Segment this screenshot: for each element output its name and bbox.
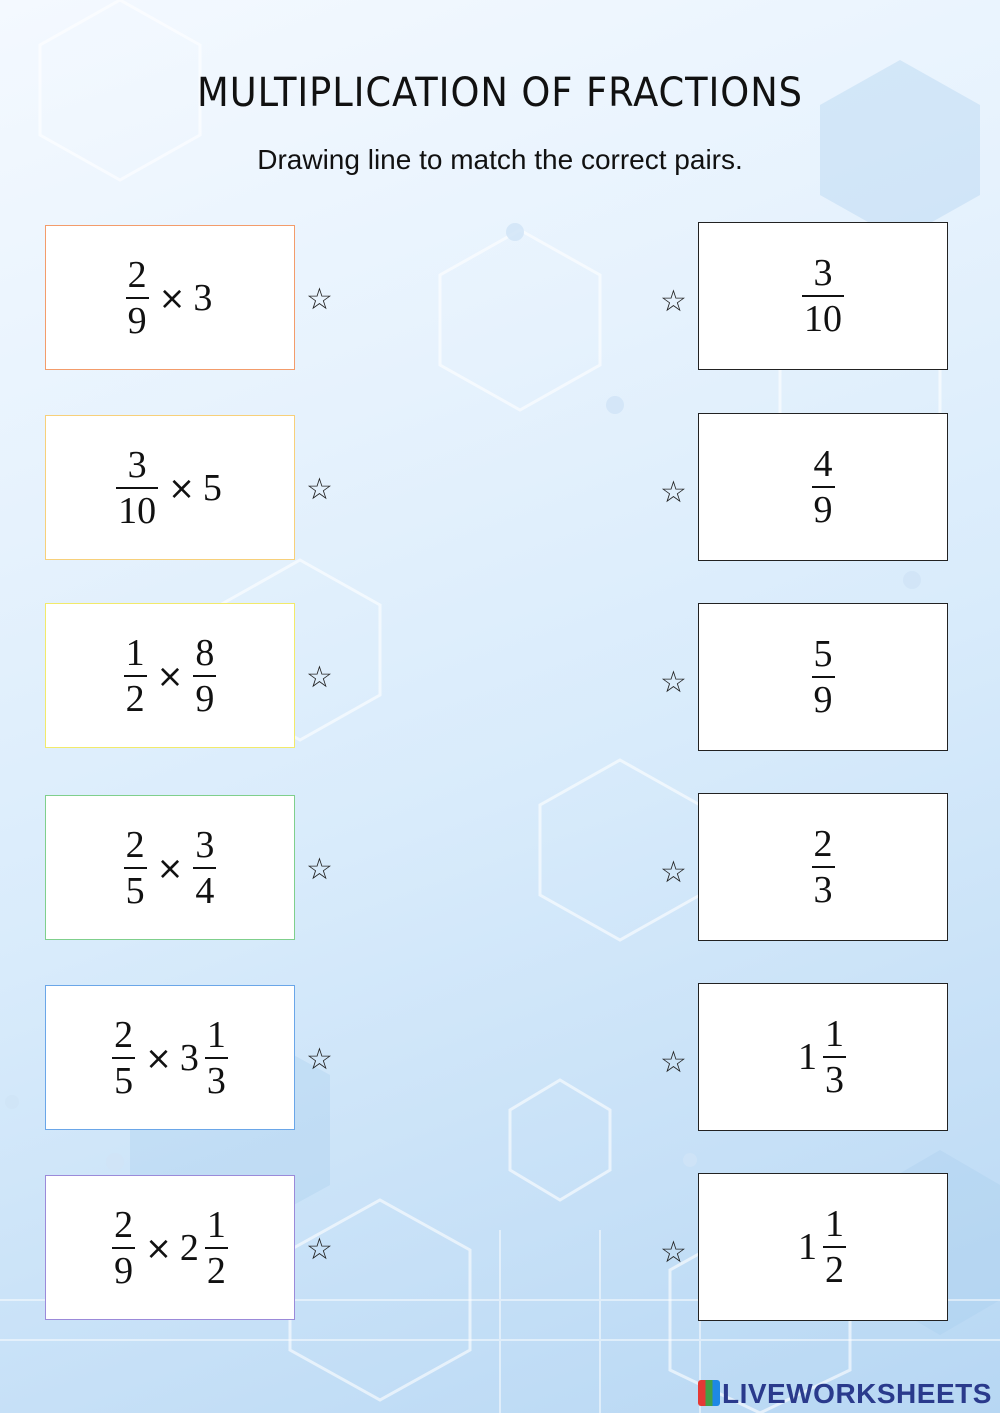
whole-number: 2 xyxy=(179,1226,199,1269)
fraction xyxy=(823,1012,846,1102)
numerator: 2 xyxy=(813,823,833,865)
fraction xyxy=(205,1013,228,1103)
fraction xyxy=(193,631,216,721)
fraction xyxy=(112,1013,135,1103)
star-icon[interactable]: ☆ xyxy=(306,1042,333,1077)
denominator: 9 xyxy=(127,299,147,342)
denominator: 2 xyxy=(825,1249,844,1291)
answer-card[interactable] xyxy=(698,983,948,1131)
numerator: 2 xyxy=(127,253,147,296)
fraction xyxy=(823,1202,846,1292)
numerator: 4 xyxy=(813,443,833,485)
expression-card[interactable] xyxy=(45,985,295,1130)
multiply-sign: × xyxy=(156,656,184,695)
numerator: 3 xyxy=(195,823,215,866)
whole-number: 3 xyxy=(179,1036,199,1079)
star-icon[interactable]: ☆ xyxy=(660,1045,687,1080)
expression-card[interactable] xyxy=(45,795,295,940)
star-icon[interactable]: ☆ xyxy=(306,282,333,317)
multiply-sign: × xyxy=(158,278,186,317)
denominator: 2 xyxy=(206,1249,226,1292)
answer-card[interactable] xyxy=(698,1173,948,1321)
star-icon[interactable]: ☆ xyxy=(660,475,687,510)
numerator: 1 xyxy=(825,1013,844,1055)
numerator: 5 xyxy=(813,633,833,675)
liveworksheets-logo xyxy=(698,1378,992,1410)
denominator: 4 xyxy=(195,869,215,912)
answer-card[interactable] xyxy=(698,222,948,370)
denominator: 9 xyxy=(195,677,215,720)
expression-card[interactable] xyxy=(45,225,295,370)
numerator: 2 xyxy=(125,823,145,866)
star-icon[interactable]: ☆ xyxy=(660,665,687,700)
star-icon[interactable]: ☆ xyxy=(660,1235,687,1270)
fraction xyxy=(802,251,844,341)
denominator: 3 xyxy=(813,869,833,911)
denominator: 5 xyxy=(125,869,145,912)
expression-card[interactable] xyxy=(45,603,295,748)
worksheet-instructions: Drawing line to match the correct pairs. xyxy=(257,144,743,175)
numerator: 3 xyxy=(127,443,147,486)
numerator: 1 xyxy=(206,1013,226,1056)
multiply-sign: × xyxy=(156,848,184,887)
numerator: 3 xyxy=(813,252,833,294)
denominator: 3 xyxy=(206,1059,226,1102)
star-icon[interactable]: ☆ xyxy=(306,852,333,887)
denominator: 9 xyxy=(813,489,833,531)
numerator: 8 xyxy=(195,631,215,674)
numerator: 1 xyxy=(125,631,145,674)
multiply-sign: × xyxy=(145,1038,172,1077)
fraction xyxy=(124,631,147,721)
denominator: 10 xyxy=(118,489,157,532)
expression-card[interactable] xyxy=(45,415,295,560)
answer-card[interactable] xyxy=(698,603,948,751)
multiply-sign: × xyxy=(168,468,195,507)
numerator: 2 xyxy=(114,1013,134,1056)
denominator: 9 xyxy=(813,679,833,721)
denominator: 10 xyxy=(804,298,842,340)
liveworksheets-logo-icon xyxy=(698,1380,720,1406)
fraction xyxy=(812,442,835,532)
fraction xyxy=(116,443,158,533)
denominator: 3 xyxy=(825,1059,844,1101)
numerator: 1 xyxy=(825,1203,844,1245)
denominator: 5 xyxy=(114,1059,134,1102)
expression-card[interactable] xyxy=(45,1175,295,1320)
whole-number: 3 xyxy=(193,276,213,319)
star-icon[interactable]: ☆ xyxy=(660,855,687,890)
fraction xyxy=(126,253,149,343)
fraction xyxy=(193,823,216,913)
denominator: 2 xyxy=(125,677,145,720)
star-icon[interactable]: ☆ xyxy=(306,1232,333,1267)
fraction xyxy=(812,822,835,912)
brand-text: LIVEWORKSHEETS xyxy=(722,1378,992,1409)
star-icon[interactable]: ☆ xyxy=(306,472,333,507)
fraction xyxy=(112,1203,135,1293)
fraction xyxy=(812,632,835,722)
numerator: 2 xyxy=(114,1203,134,1246)
answer-card[interactable] xyxy=(698,793,948,941)
answer-card[interactable] xyxy=(698,413,948,561)
worksheet-title: MULTIPLICATION OF FRACTIONS xyxy=(197,70,803,116)
fraction xyxy=(205,1203,228,1293)
whole-number: 1 xyxy=(798,1036,817,1078)
denominator: 9 xyxy=(114,1249,134,1292)
star-icon[interactable]: ☆ xyxy=(660,284,687,319)
numerator: 1 xyxy=(206,1203,226,1246)
whole-number: 1 xyxy=(798,1226,817,1268)
whole-number: 5 xyxy=(202,466,222,509)
multiply-sign: × xyxy=(145,1228,172,1267)
star-icon[interactable]: ☆ xyxy=(306,660,333,695)
fraction xyxy=(124,823,147,913)
